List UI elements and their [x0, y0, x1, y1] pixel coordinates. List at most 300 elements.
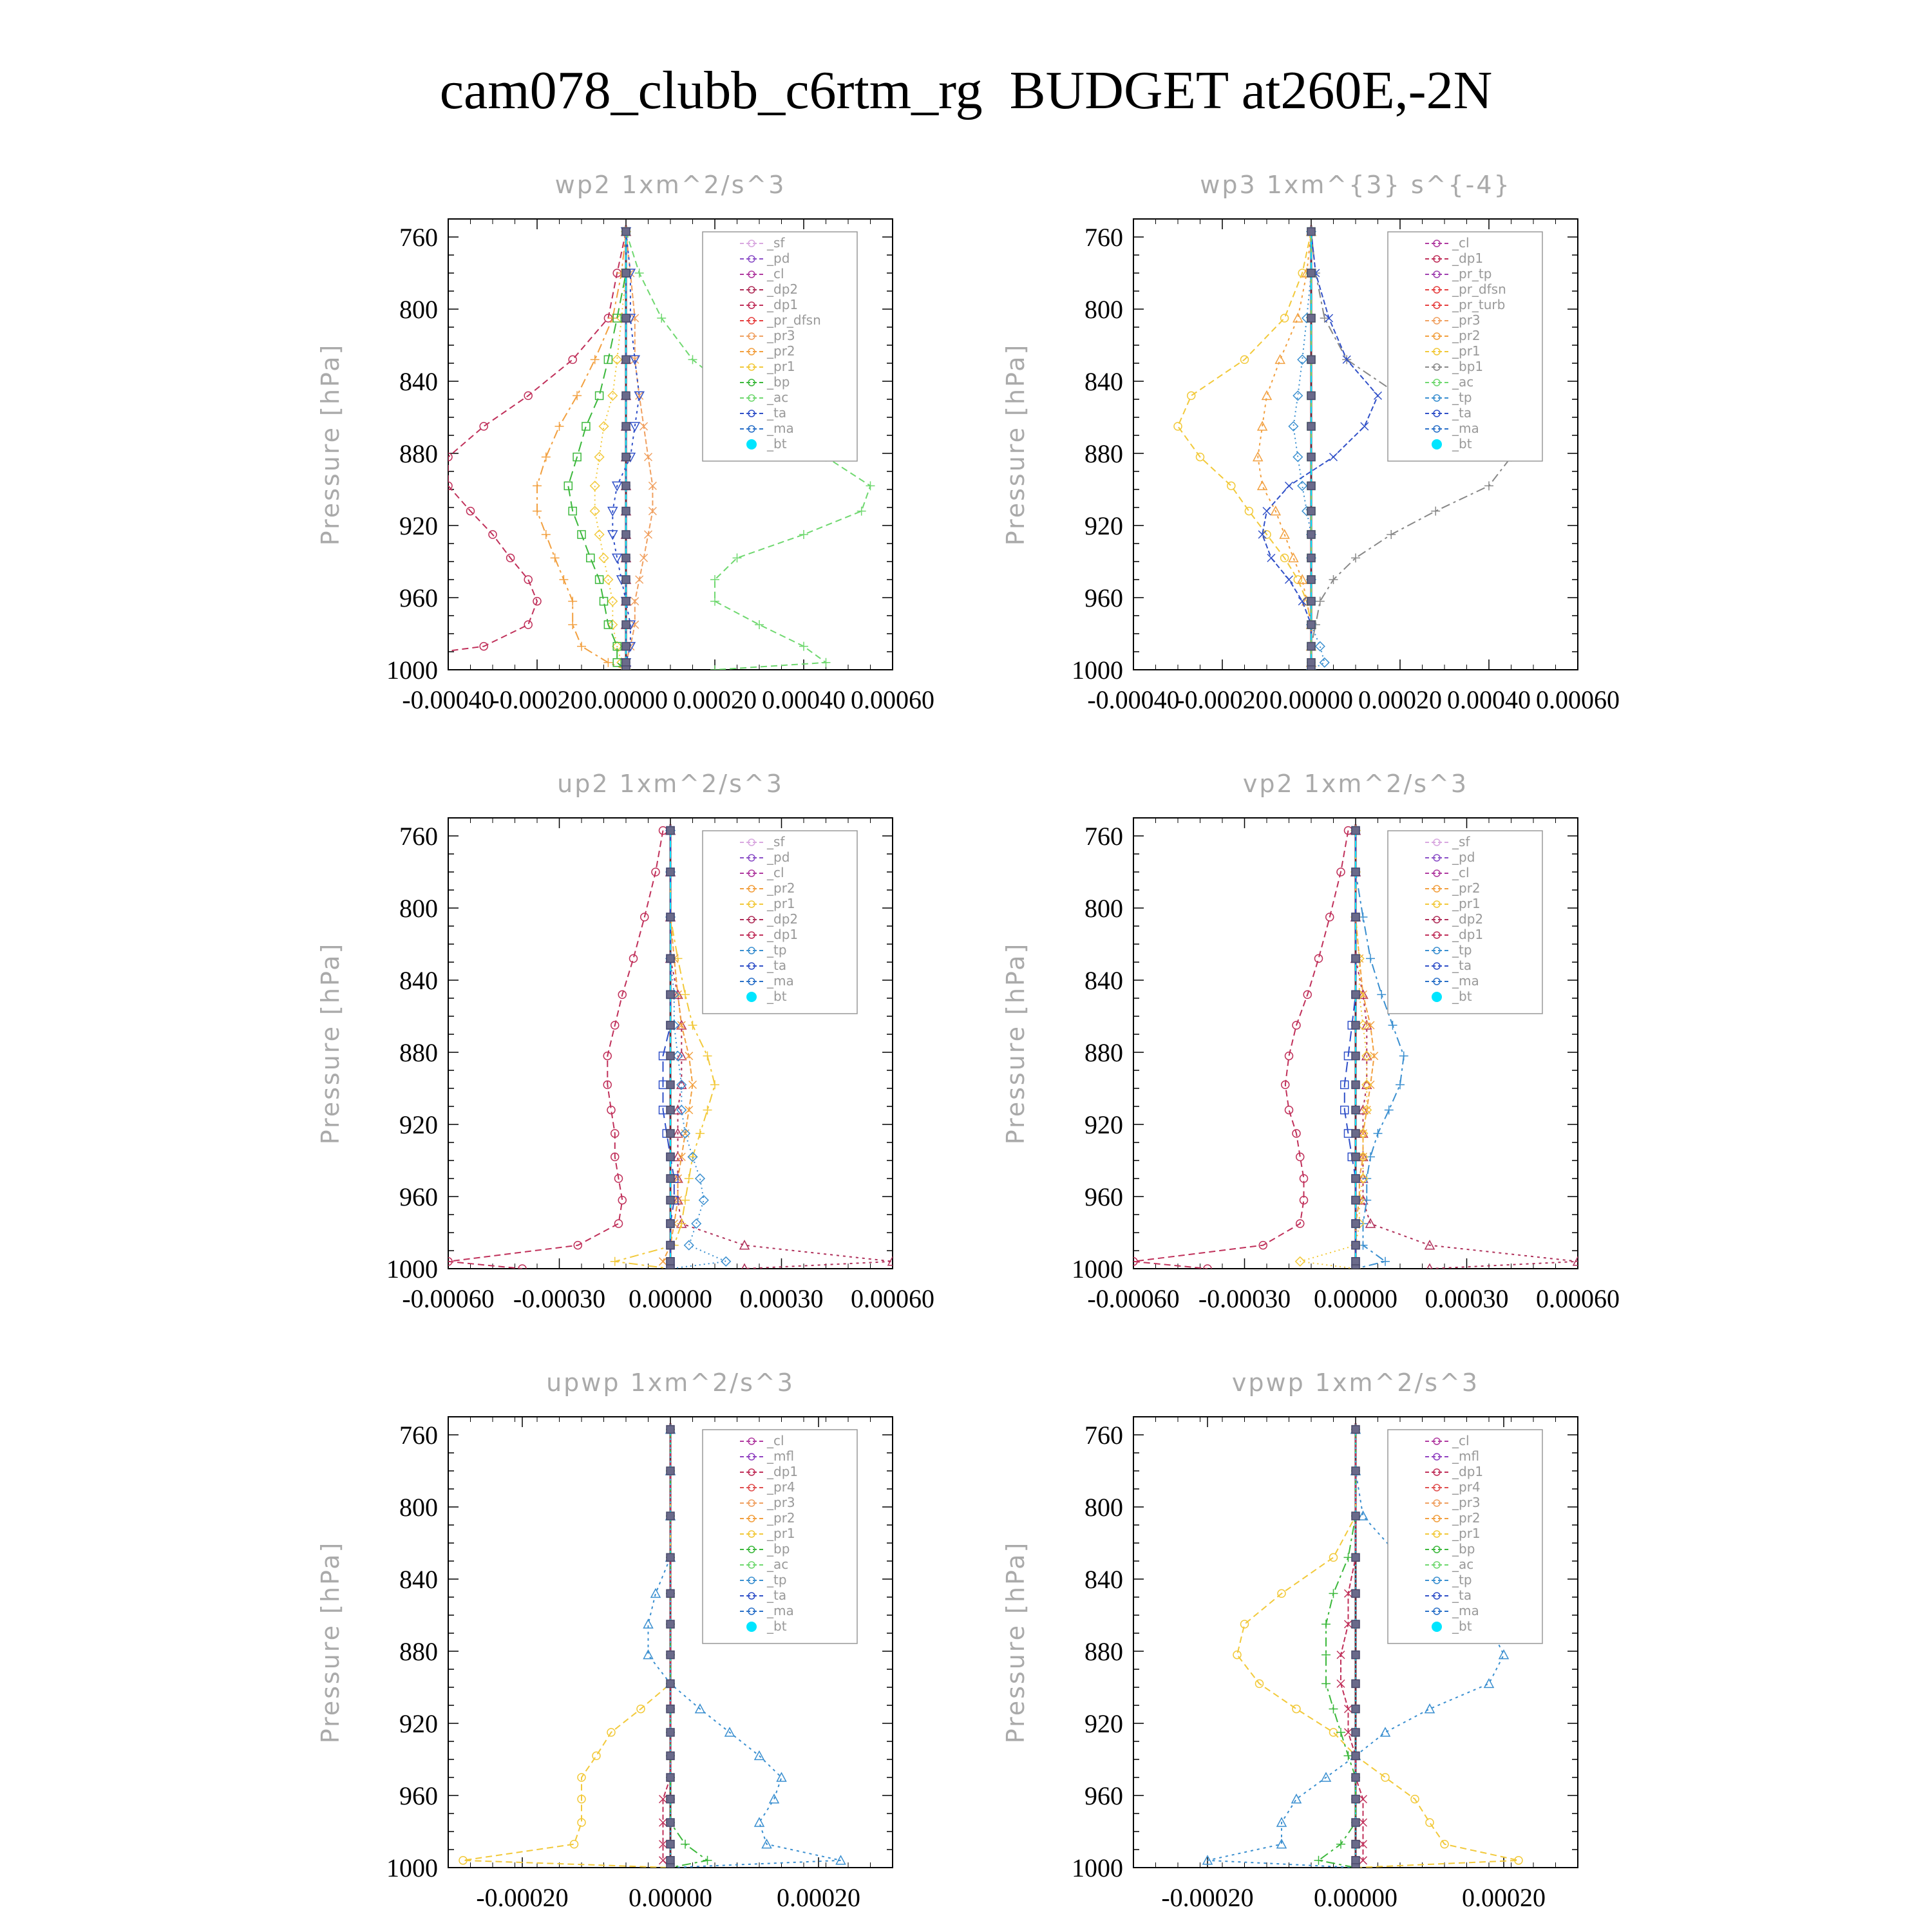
legend-label: _pr_turb — [1452, 297, 1506, 312]
data-point-_bt — [1352, 1841, 1359, 1848]
legend-label: _ac — [1452, 1557, 1474, 1572]
data-point-_pr2 — [551, 553, 560, 562]
data-point-_bt — [1352, 868, 1359, 876]
legend-label: _cl — [1452, 865, 1470, 880]
data-point-_bt — [667, 1106, 674, 1114]
legend-label: _bp — [767, 374, 790, 390]
y-tick-label: 880 — [1084, 1038, 1123, 1067]
data-point-_bt — [667, 1752, 674, 1759]
legend-marker — [1432, 439, 1442, 450]
data-point-_bt — [1307, 482, 1315, 489]
data-point-_bt — [622, 355, 630, 363]
legend-label: _cl — [767, 1433, 784, 1448]
data-point-_bt — [1352, 1819, 1359, 1826]
y-axis-label: Pressure [hPa] — [316, 343, 345, 546]
data-point-_bp — [1329, 1589, 1338, 1598]
legend-label: _ma — [1452, 1603, 1479, 1618]
x-tick-label: 0.00060 — [851, 685, 934, 714]
x-tick-label: 0.00000 — [629, 1284, 712, 1313]
data-point-_pr1 — [1174, 422, 1182, 430]
data-point-_bp — [582, 422, 590, 430]
data-point-_pr2 — [533, 507, 542, 516]
data-point-_pr1 — [688, 1152, 697, 1161]
data-point-_pr1 — [1330, 1728, 1338, 1736]
data-point-_bt — [667, 1265, 674, 1273]
legend-label: _dp1 — [1452, 251, 1484, 266]
data-point-_bt — [1352, 1153, 1359, 1160]
series-line-_bp — [670, 1430, 708, 1868]
legend-label: _dp2 — [767, 911, 799, 927]
data-point-_pr2 — [542, 530, 551, 539]
legend-label: _pr1 — [767, 896, 795, 911]
data-point-_bp — [703, 1856, 712, 1865]
panel-upwp — [316, 1368, 893, 1912]
data-point-_bt — [1307, 453, 1315, 461]
data-point-_pr1 — [1281, 314, 1289, 322]
series-line-_bp — [1319, 1430, 1356, 1868]
data-point-_pr2 — [542, 453, 551, 462]
data-point-_pr2 — [573, 391, 582, 400]
y-tick-label: 1000 — [386, 656, 438, 685]
legend-label: _bt — [767, 436, 787, 451]
legend-label: _cl — [1452, 235, 1470, 251]
legend-label: _ma — [1452, 421, 1479, 436]
data-point-_ac — [635, 269, 644, 278]
data-point-_bt — [667, 868, 674, 876]
y-tick-label: 800 — [1084, 295, 1123, 324]
data-point-_bt — [1352, 1426, 1359, 1434]
data-point-_bt — [1352, 1589, 1359, 1597]
x-tick-label: 0.00000 — [629, 1883, 712, 1912]
data-point-_bt — [1307, 576, 1315, 583]
y-axis-label: Pressure [hPa] — [1001, 942, 1030, 1145]
data-point-_tp — [1388, 1021, 1397, 1030]
data-point-_pr2 — [577, 642, 586, 651]
x-tick-label: -0.00030 — [513, 1284, 606, 1313]
y-tick-label: 960 — [1084, 583, 1123, 612]
data-point-_bt — [1352, 1651, 1359, 1659]
data-point-_bt — [1307, 531, 1315, 538]
data-point-_bt — [667, 1467, 674, 1475]
data-point-_bt — [667, 1553, 674, 1561]
data-point-_dp2 — [740, 1241, 749, 1249]
data-point-_bp — [1314, 1856, 1323, 1865]
legend-label: _ma — [767, 1603, 794, 1618]
x-tick-label: -0.00060 — [402, 1284, 495, 1313]
data-point-_bt — [1352, 1774, 1359, 1781]
data-point-_bt — [667, 1197, 674, 1204]
data-point-_ac — [866, 481, 875, 490]
series-line-_pr1 — [1178, 232, 1311, 670]
data-point-_bt — [1352, 1864, 1359, 1871]
data-point-_dp1 — [355, 659, 363, 667]
data-point-_bt — [622, 531, 630, 538]
data-point-_bt — [1352, 954, 1359, 962]
data-point-_bt — [1352, 1258, 1359, 1265]
data-point-_pr1 — [1293, 1705, 1300, 1713]
y-axis-label: Pressure [hPa] — [1001, 343, 1030, 546]
data-point-_ta — [1267, 554, 1275, 562]
legend-label: _pr1 — [767, 359, 795, 374]
legend-label: _ac — [767, 390, 789, 405]
data-point-_pr1 — [710, 1080, 719, 1089]
data-point-_bp — [587, 554, 594, 562]
x-tick-label: 0.00060 — [1536, 685, 1620, 714]
legend-label: _pr2 — [767, 880, 795, 896]
legend-label: _pr1 — [767, 1526, 795, 1541]
data-point-_pr3 — [640, 422, 648, 430]
series-line-_dp1 — [448, 831, 663, 1269]
data-point-_tp — [696, 1174, 705, 1183]
legend-label: _sf — [767, 235, 785, 251]
data-point-_bt — [622, 269, 630, 277]
panel-up2 — [316, 770, 934, 1313]
data-point-_pr1 — [1330, 1553, 1338, 1561]
data-point-_pr1 — [685, 1174, 694, 1183]
panel-title: wp2 1xm^2/s^3 — [554, 171, 786, 199]
data-point-_bp — [596, 392, 603, 399]
x-tick-label: -0.00040 — [1087, 685, 1180, 714]
legend-label: _ac — [767, 1557, 789, 1572]
panel-title: upwp 1xm^2/s^3 — [546, 1368, 795, 1397]
x-tick-label: 0.00020 — [1358, 685, 1442, 714]
data-point-_tp — [1425, 1705, 1434, 1713]
legend-label: _pr1 — [1452, 343, 1481, 359]
data-point-_tp — [1320, 658, 1329, 667]
x-tick-label: -0.00020 — [491, 685, 583, 714]
data-point-_bp1 — [1431, 507, 1440, 516]
series-line-_dp1 — [1133, 831, 1349, 1269]
data-point-_bt — [1352, 1857, 1359, 1864]
data-point-_tp — [1293, 453, 1302, 462]
data-point-_pr3 — [645, 453, 652, 461]
data-point-_bt — [667, 1651, 674, 1659]
legend-label: _pr3 — [767, 1495, 795, 1510]
data-point-_tp — [1396, 1080, 1405, 1089]
y-axis-label: Pressure [hPa] — [316, 942, 345, 1145]
data-point-_pr2 — [533, 481, 542, 490]
data-point-_bt — [1307, 621, 1315, 629]
data-point-_tp — [1484, 1679, 1493, 1687]
data-point-_bt — [622, 598, 630, 605]
legend-label: _pr2 — [1452, 880, 1481, 896]
panel-vp2 — [1001, 770, 1620, 1313]
data-point-_pr2 — [591, 355, 600, 364]
data-point-_bt — [667, 1819, 674, 1826]
y-tick-label: 880 — [1084, 1637, 1123, 1666]
data-point-_bt — [1352, 913, 1359, 921]
data-point-_bt — [667, 1795, 674, 1803]
y-tick-label: 920 — [399, 511, 438, 540]
data-point-_pr1 — [1227, 482, 1235, 489]
data-point-_dp1 — [1359, 1795, 1367, 1803]
data-point-_bt — [1307, 392, 1315, 399]
data-point-_bt — [667, 954, 674, 962]
data-point-_bt — [1307, 643, 1315, 650]
legend-label: _tp — [1452, 1572, 1472, 1587]
legend-label: _tp — [1452, 390, 1472, 405]
panel-title: vpwp 1xm^2/s^3 — [1231, 1368, 1480, 1397]
x-tick-label: -0.00020 — [1176, 685, 1269, 714]
x-tick-label: 0.00060 — [1536, 1284, 1620, 1313]
data-point-_bt — [667, 1130, 674, 1137]
data-point-_dp1 — [1345, 1589, 1352, 1597]
legend-label: _bt — [767, 1618, 787, 1634]
data-point-_dp1 — [1285, 1106, 1293, 1114]
y-tick-label: 760 — [399, 822, 438, 851]
data-point-_dp1 — [1359, 1841, 1367, 1848]
y-tick-label: 920 — [1084, 1110, 1123, 1139]
data-point-_tp — [1399, 1052, 1408, 1061]
y-tick-label: 840 — [399, 367, 438, 396]
data-point-_bp — [1336, 1728, 1345, 1737]
legend-label: _pd — [767, 849, 790, 865]
data-point-_bt — [667, 1052, 674, 1060]
x-tick-label: -0.00060 — [1087, 1284, 1180, 1313]
data-point-_tp — [1385, 1106, 1394, 1115]
legend-label: _bt — [1452, 1618, 1472, 1634]
x-tick-label: -0.00020 — [1161, 1883, 1254, 1912]
data-point-_dp1 — [524, 576, 532, 583]
data-point-_bt — [1307, 554, 1315, 562]
data-point-_bt — [1352, 1081, 1359, 1088]
data-point-_bp1 — [1316, 597, 1325, 606]
data-point-_bt — [1352, 1220, 1359, 1227]
legend-label: _bp — [1452, 1541, 1475, 1557]
data-point-_bp1 — [1351, 553, 1360, 562]
legend-label: _tp — [767, 942, 787, 958]
y-tick-label: 1000 — [1072, 1853, 1123, 1882]
y-tick-label: 800 — [1084, 1493, 1123, 1522]
x-tick-label: 0.00020 — [673, 685, 757, 714]
y-tick-label: 960 — [399, 1182, 438, 1211]
x-tick-label: -0.00020 — [476, 1883, 569, 1912]
data-point-_bt — [1352, 1680, 1359, 1687]
data-point-_bt — [622, 576, 630, 583]
x-tick-label: 0.00000 — [1314, 1284, 1397, 1313]
y-tick-label: 760 — [399, 223, 438, 252]
x-tick-label: 0.00030 — [1425, 1284, 1509, 1313]
data-point-_ta — [1285, 576, 1293, 583]
data-point-_pr1 — [677, 1219, 686, 1228]
y-tick-label: 920 — [399, 1709, 438, 1738]
data-point-_bt — [667, 1258, 674, 1265]
data-point-_bt — [1352, 1467, 1359, 1475]
data-point-_bt — [622, 666, 630, 674]
data-point-_bt — [622, 314, 630, 322]
legend-label: _pr_tp — [1452, 266, 1492, 281]
data-point-_ac — [710, 597, 719, 606]
data-point-_ac — [710, 665, 719, 674]
data-point-_bt — [1352, 1130, 1359, 1137]
data-point-_bt — [622, 507, 630, 515]
series-line-_pr1 — [463, 1430, 670, 1868]
legend-marker — [746, 439, 757, 450]
data-point-_bp1 — [1387, 530, 1396, 539]
data-point-_dp1 — [1345, 1705, 1352, 1713]
legend-label: _pr4 — [1452, 1479, 1481, 1495]
legend-label: _pr4 — [767, 1479, 795, 1495]
legend-label: _sf — [767, 834, 785, 849]
data-point-_dp1 — [178, 666, 185, 674]
legend-label: _ta — [767, 1587, 787, 1603]
data-point-_bt — [1307, 422, 1315, 430]
data-point-_bt — [1307, 269, 1315, 277]
legend-label: _ac — [1452, 374, 1474, 390]
legend-label: _ta — [1452, 1587, 1472, 1603]
data-point-_bt — [1307, 355, 1315, 363]
panel-title: wp3 1xm^{3} s^{-4} — [1200, 171, 1511, 199]
data-point-_dp1 — [1337, 1680, 1345, 1687]
legend-label: _pr_dfsn — [1452, 281, 1506, 297]
legend-label: _bp1 — [1452, 359, 1484, 374]
data-point-_pr2 — [1262, 391, 1271, 399]
data-point-_ta — [1361, 422, 1368, 430]
data-point-_bt — [1352, 1242, 1359, 1249]
legend-label: _ta — [767, 958, 787, 973]
data-point-_bt — [1352, 1265, 1359, 1273]
x-tick-label: -0.00030 — [1198, 1284, 1291, 1313]
data-point-_ac — [755, 620, 764, 629]
data-point-_dp1 — [480, 422, 488, 430]
legend-label: _pr3 — [1452, 1495, 1481, 1510]
data-point-_tp — [1316, 642, 1325, 651]
panel-title: vp2 1xm^2/s^3 — [1242, 770, 1469, 798]
data-point-_ta — [1374, 392, 1382, 399]
data-point-_bt — [1352, 1620, 1359, 1628]
legend-label: _tp — [1452, 942, 1472, 958]
y-tick-label: 920 — [1084, 1709, 1123, 1738]
data-point-_dp1 — [1315, 954, 1323, 962]
y-tick-label: 1000 — [1072, 1255, 1123, 1283]
legend-label: _pr2 — [1452, 1510, 1481, 1526]
data-point-_bt — [667, 1175, 674, 1182]
data-point-_bt — [667, 1728, 674, 1736]
legend-label: _cl — [767, 865, 784, 880]
data-point-_bt — [1307, 659, 1315, 667]
data-point-_pr1 — [611, 1257, 620, 1266]
legend-label: _pr2 — [1452, 328, 1481, 343]
data-point-_bt — [667, 1153, 674, 1160]
data-point-_pr2 — [1276, 355, 1285, 363]
data-point-_bt — [622, 453, 630, 461]
data-point-_ac — [799, 642, 808, 651]
data-point-_bt — [667, 1512, 674, 1520]
data-point-_pr2 — [659, 1258, 667, 1265]
data-point-_bt — [667, 1680, 674, 1687]
data-point-_tp — [1366, 954, 1375, 963]
data-point-_bt — [667, 1864, 674, 1871]
y-tick-label: 1000 — [386, 1853, 438, 1882]
data-point-_bp — [1321, 1620, 1331, 1629]
data-point-_pr2 — [559, 575, 568, 584]
data-point-_pr2 — [603, 658, 612, 667]
data-point-_pr1 — [591, 481, 600, 490]
data-point-_bt — [622, 228, 630, 236]
data-point-_pr1 — [688, 1021, 697, 1030]
data-point-_bt — [1307, 666, 1315, 674]
data-point-_bt — [1352, 1728, 1359, 1736]
y-tick-label: 960 — [399, 1781, 438, 1810]
y-axis-label: Pressure [hPa] — [316, 1540, 345, 1744]
panel-vpwp — [1001, 1368, 1578, 1912]
data-point-_ac — [799, 530, 808, 539]
data-point-_ta — [1285, 482, 1293, 489]
data-point-_bp — [1321, 1651, 1331, 1660]
legend-label: _tp — [767, 1572, 787, 1587]
x-tick-label: 0.00000 — [1314, 1883, 1397, 1912]
data-point-_dp1 — [524, 621, 532, 629]
y-tick-label: 880 — [399, 439, 438, 468]
legend-label: _pr2 — [767, 343, 795, 359]
data-point-_ta — [1298, 598, 1306, 605]
legend-label: _dp2 — [767, 281, 799, 297]
data-point-_bt — [622, 621, 630, 629]
data-point-_dp1 — [630, 954, 638, 962]
data-point-_bt — [667, 827, 674, 835]
legend-label: _dp2 — [1452, 911, 1484, 927]
data-point-_bt — [667, 1589, 674, 1597]
x-tick-label: 0.00040 — [1447, 685, 1531, 714]
y-tick-label: 840 — [1084, 1565, 1123, 1594]
y-tick-label: 880 — [1084, 439, 1123, 468]
data-point-_tp — [1377, 990, 1386, 999]
data-point-_tp — [1277, 1840, 1286, 1848]
data-point-_ac — [857, 507, 866, 516]
data-point-_bt — [1352, 1197, 1359, 1204]
data-point-_bt — [622, 392, 630, 399]
data-point-_tp — [1292, 1795, 1301, 1803]
legend-label: _pr3 — [1452, 312, 1481, 328]
data-point-_pr2 — [555, 422, 564, 431]
y-tick-label: 800 — [1084, 894, 1123, 923]
data-point-_bp — [1329, 1705, 1338, 1714]
legend-label: _bp — [767, 1541, 790, 1557]
legend-label: _pr_dfsn — [767, 312, 821, 328]
panel-title: up2 1xm^2/s^3 — [557, 770, 784, 798]
data-point-_tp — [755, 1818, 764, 1826]
data-point-_bt — [667, 1220, 674, 1227]
data-point-_bp1 — [1329, 575, 1338, 584]
y-tick-label: 760 — [1084, 223, 1123, 252]
data-point-_pr1 — [1426, 1819, 1434, 1826]
legend-label: _cl — [767, 266, 784, 281]
y-tick-label: 800 — [399, 894, 438, 923]
data-point-_bt — [667, 1774, 674, 1781]
data-point-_pr1 — [696, 1129, 705, 1138]
data-point-_bt — [1352, 1512, 1359, 1520]
data-point-_ac — [822, 658, 831, 667]
data-point-_pr1 — [608, 391, 617, 400]
x-tick-label: 0.00060 — [851, 1284, 934, 1313]
data-point-_tp — [1381, 1257, 1390, 1266]
legend-label: _pd — [767, 251, 790, 266]
data-point-_pr1 — [1245, 507, 1253, 515]
data-point-_tp — [685, 1241, 694, 1250]
data-point-_bp — [681, 1840, 690, 1849]
data-point-_bt — [1352, 1705, 1359, 1713]
legend-marker — [1432, 992, 1442, 1002]
data-point-_bt — [667, 1081, 674, 1088]
data-point-_bt — [622, 643, 630, 650]
data-point-_bt — [667, 1620, 674, 1628]
legend-label: _dp1 — [1452, 927, 1484, 942]
data-point-_bt — [667, 1426, 674, 1434]
data-point-_bt — [1352, 990, 1359, 998]
data-point-_bp — [1321, 1679, 1331, 1688]
data-point-_bt — [1352, 1021, 1359, 1029]
data-point-_pr1 — [703, 1052, 712, 1061]
